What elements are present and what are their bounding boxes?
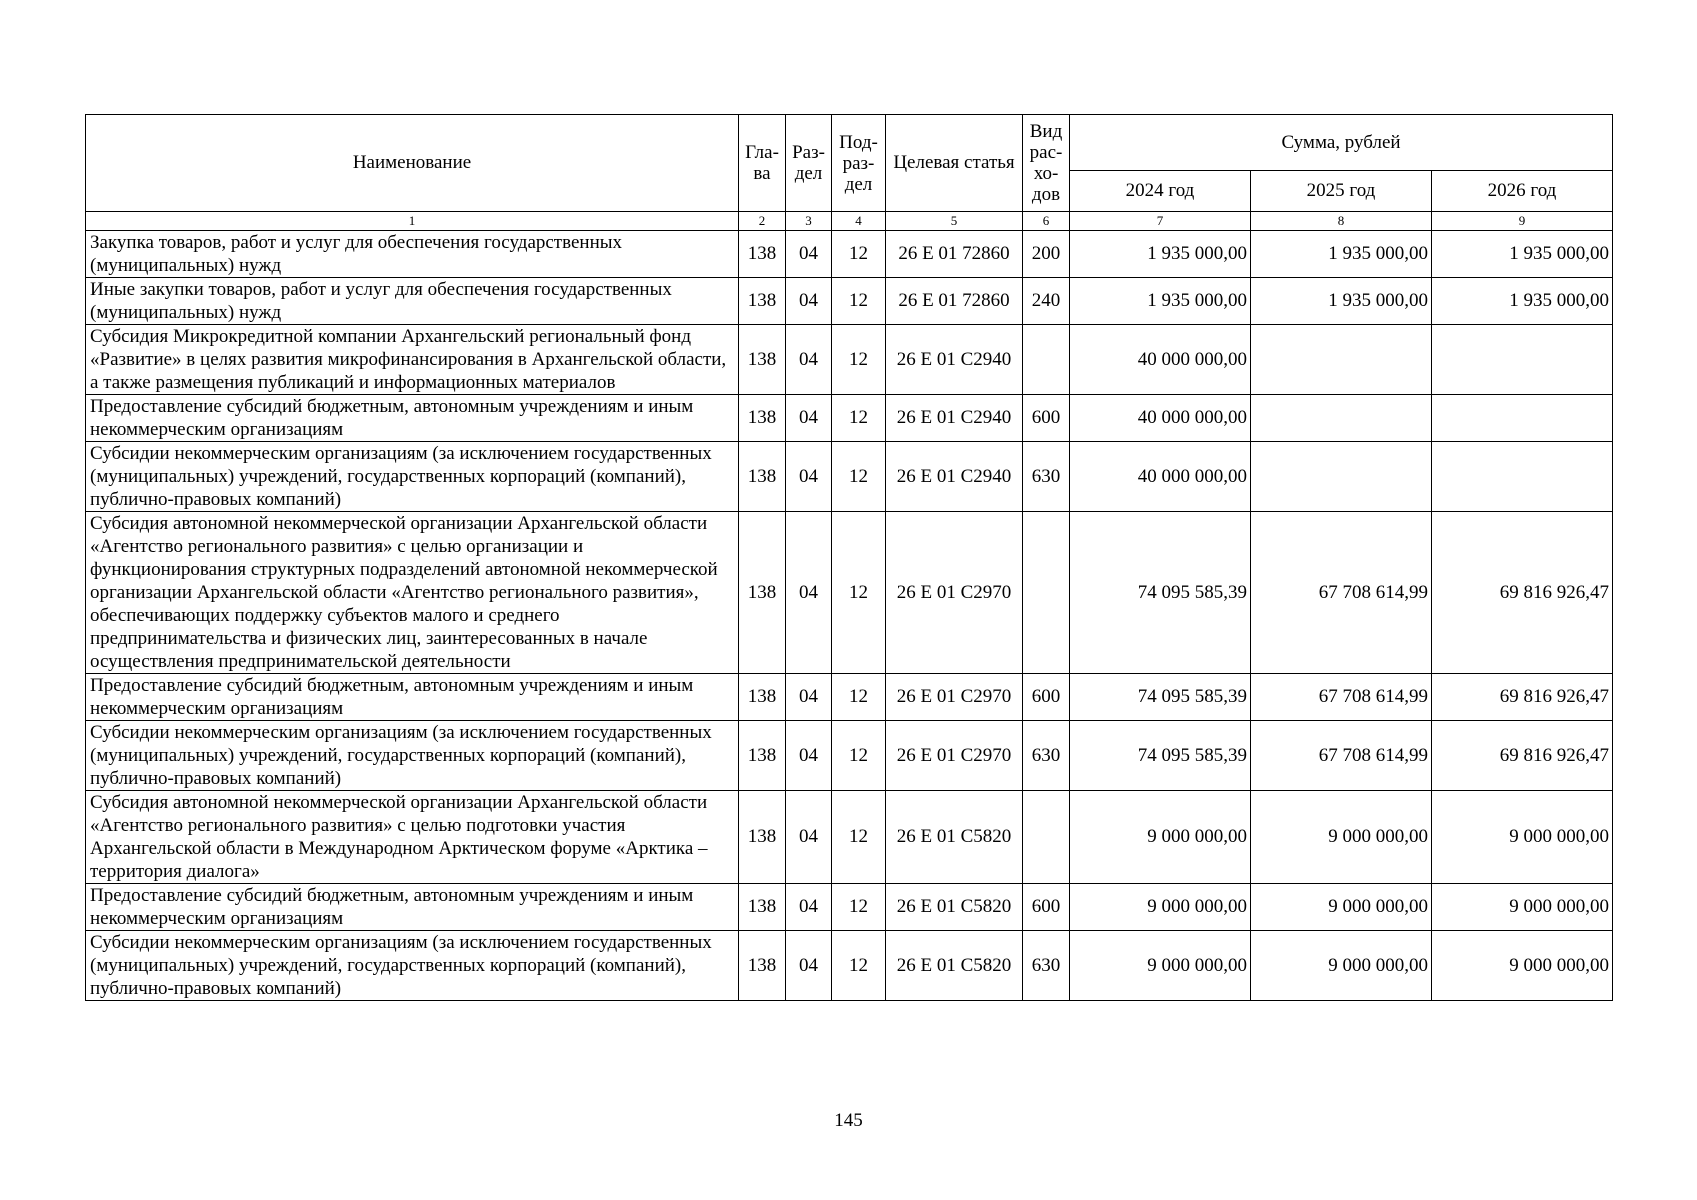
amount-2025-cell [1251, 442, 1432, 512]
podrazdel-cell: 12 [832, 442, 886, 512]
column-number: 4 [832, 212, 886, 231]
amount-2025-cell [1251, 325, 1432, 395]
amount-2025-cell: 9 000 000,00 [1251, 791, 1432, 884]
amount-2026-cell [1432, 442, 1613, 512]
header-name: Наименование [86, 115, 739, 212]
glava-cell: 138 [739, 721, 786, 791]
vid-rashodov-cell: 630 [1023, 931, 1070, 1001]
column-number: 7 [1070, 212, 1251, 231]
header-celevaya-statya: Целевая статья [886, 115, 1023, 212]
glava-cell: 138 [739, 442, 786, 512]
amount-2026-cell: 69 816 926,47 [1432, 721, 1613, 791]
amount-2025-cell: 1 935 000,00 [1251, 278, 1432, 325]
glava-cell: 138 [739, 884, 786, 931]
glava-cell: 138 [739, 791, 786, 884]
amount-2025-cell: 67 708 614,99 [1251, 674, 1432, 721]
amount-2026-cell: 69 816 926,47 [1432, 512, 1613, 674]
table-body [86, 231, 1613, 1001]
amount-2025-cell: 1 935 000,00 [1251, 231, 1432, 278]
amount-2024-cell: 40 000 000,00 [1070, 442, 1251, 512]
amount-2024-cell: 74 095 585,39 [1070, 512, 1251, 674]
amount-2026-cell: 9 000 000,00 [1432, 884, 1613, 931]
header-glava: Гла-ва [739, 115, 786, 212]
vid-rashodov-cell: 630 [1023, 442, 1070, 512]
amount-2024-cell: 74 095 585,39 [1070, 674, 1251, 721]
celevaya-statya-cell: 26 Е 01 С5820 [886, 931, 1023, 1001]
column-number: 3 [786, 212, 832, 231]
glava-cell: 138 [739, 674, 786, 721]
celevaya-statya-cell: 26 Е 01 72860 [886, 278, 1023, 325]
header-razdel: Раз-дел [786, 115, 832, 212]
row-name-cell: Иные закупки товаров, работ и услуг для обеспечения государственных (муниципальных) нужд [86, 278, 739, 325]
row-name-cell: Субсидии некоммерческим организациям (за исключением государственных (муниципальных) учреждений, государственных корпораций (компаний), публично-правовых компаний) [86, 442, 739, 512]
amount-2024-cell: 1 935 000,00 [1070, 231, 1251, 278]
table-header [86, 115, 1613, 231]
column-number: 5 [886, 212, 1023, 231]
amount-2025-cell: 9 000 000,00 [1251, 884, 1432, 931]
vid-rashodov-cell: 200 [1023, 231, 1070, 278]
budget-table [85, 114, 1613, 1001]
glava-cell: 138 [739, 931, 786, 1001]
razdel-cell: 04 [786, 278, 832, 325]
row-name-cell: Предоставление субсидий бюджетным, автономным учреждениям и иным некоммерческим организациям [86, 395, 739, 442]
table-row [86, 395, 1613, 442]
podrazdel-cell: 12 [832, 395, 886, 442]
podrazdel-cell: 12 [832, 325, 886, 395]
razdel-cell: 04 [786, 791, 832, 884]
podrazdel-cell: 12 [832, 721, 886, 791]
row-name-cell: Субсидия автономной некоммерческой организации Архангельской области «Агентство регионального развития» с целью организации и функционирования структурных подразделений автономной некоммерческой организации Архангельской области «Агентство регионального развития», обеспечивающих поддержку субъектов малого и среднего предпринимательства и физических лиц, заинтересованных в начале осуществления предпринимательской деятельности [86, 512, 739, 674]
table-row [86, 791, 1613, 884]
header-vid-rashodov: Вид рас-хо-дов [1023, 115, 1070, 212]
vid-rashodov-cell: 600 [1023, 395, 1070, 442]
column-number: 1 [86, 212, 739, 231]
celevaya-statya-cell: 26 Е 01 С2970 [886, 512, 1023, 674]
celevaya-statya-cell: 26 Е 01 С2970 [886, 721, 1023, 791]
amount-2024-cell: 74 095 585,39 [1070, 721, 1251, 791]
podrazdel-cell: 12 [832, 674, 886, 721]
row-name-cell: Предоставление субсидий бюджетным, автономным учреждениям и иным некоммерческим организациям [86, 674, 739, 721]
vid-rashodov-cell [1023, 325, 1070, 395]
row-name-cell: Субсидии некоммерческим организациям (за исключением государственных (муниципальных) учреждений, государственных корпораций (компаний), публично-правовых компаний) [86, 931, 739, 1001]
amount-2024-cell: 9 000 000,00 [1070, 884, 1251, 931]
podrazdel-cell: 12 [832, 231, 886, 278]
row-name-cell: Субсидия автономной некоммерческой организации Архангельской области «Агентство регионального развития» с целью подготовки участия Архангельской области в Международном Арктическом форуме «Арктика – территория диалога» [86, 791, 739, 884]
row-name-cell: Закупка товаров, работ и услуг для обеспечения государственных (муниципальных) нужд [86, 231, 739, 278]
glava-cell: 138 [739, 231, 786, 278]
amount-2026-cell: 9 000 000,00 [1432, 931, 1613, 1001]
header-summa: Сумма, рублей [1070, 115, 1613, 171]
amount-2024-cell: 9 000 000,00 [1070, 931, 1251, 1001]
table-row [86, 231, 1613, 278]
celevaya-statya-cell: 26 Е 01 С2940 [886, 325, 1023, 395]
razdel-cell: 04 [786, 442, 832, 512]
razdel-cell: 04 [786, 395, 832, 442]
podrazdel-cell: 12 [832, 931, 886, 1001]
amount-2026-cell [1432, 325, 1613, 395]
razdel-cell: 04 [786, 325, 832, 395]
podrazdel-cell: 12 [832, 791, 886, 884]
glava-cell: 138 [739, 395, 786, 442]
vid-rashodov-cell [1023, 791, 1070, 884]
amount-2024-cell: 40 000 000,00 [1070, 395, 1251, 442]
amount-2025-cell: 67 708 614,99 [1251, 512, 1432, 674]
razdel-cell: 04 [786, 721, 832, 791]
celevaya-statya-cell: 26 Е 01 С2940 [886, 395, 1023, 442]
column-number: 6 [1023, 212, 1070, 231]
vid-rashodov-cell [1023, 512, 1070, 674]
column-number: 8 [1251, 212, 1432, 231]
podrazdel-cell: 12 [832, 884, 886, 931]
razdel-cell: 04 [786, 512, 832, 674]
table-row [86, 325, 1613, 395]
amount-2025-cell: 9 000 000,00 [1251, 931, 1432, 1001]
table-row [86, 931, 1613, 1001]
table-row [86, 674, 1613, 721]
table-row [86, 884, 1613, 931]
amount-2026-cell: 9 000 000,00 [1432, 791, 1613, 884]
amount-2026-cell: 69 816 926,47 [1432, 674, 1613, 721]
header-year-2024: 2024 год [1070, 171, 1251, 212]
glava-cell: 138 [739, 278, 786, 325]
celevaya-statya-cell: 26 Е 01 С5820 [886, 791, 1023, 884]
celevaya-statya-cell: 26 Е 01 С2940 [886, 442, 1023, 512]
amount-2026-cell: 1 935 000,00 [1432, 231, 1613, 278]
table-row [86, 721, 1613, 791]
table-row [86, 442, 1613, 512]
page-number: 145 [834, 1110, 863, 1131]
table-row [86, 512, 1613, 674]
header-podrazdel: Под-раз-дел [832, 115, 886, 212]
amount-2024-cell: 9 000 000,00 [1070, 791, 1251, 884]
razdel-cell: 04 [786, 931, 832, 1001]
amount-2025-cell: 67 708 614,99 [1251, 721, 1432, 791]
amount-2025-cell [1251, 395, 1432, 442]
amount-2024-cell: 40 000 000,00 [1070, 325, 1251, 395]
razdel-cell: 04 [786, 884, 832, 931]
celevaya-statya-cell: 26 Е 01 С2970 [886, 674, 1023, 721]
header-year-2025: 2025 год [1251, 171, 1432, 212]
vid-rashodov-cell: 240 [1023, 278, 1070, 325]
celevaya-statya-cell: 26 Е 01 С5820 [886, 884, 1023, 931]
table-row [86, 278, 1613, 325]
header-year-2026: 2026 год [1432, 171, 1613, 212]
razdel-cell: 04 [786, 674, 832, 721]
row-name-cell: Субсидия Микрокредитной компании Архангельский региональный фонд «Развитие» в целях развития микрофинансирования в Архангельской области, а также размещения публикаций и информационных материалов [86, 325, 739, 395]
amount-2024-cell: 1 935 000,00 [1070, 278, 1251, 325]
column-number-row [86, 212, 1613, 231]
podrazdel-cell: 12 [832, 278, 886, 325]
glava-cell: 138 [739, 325, 786, 395]
row-name-cell: Предоставление субсидий бюджетным, автономным учреждениям и иным некоммерческим организациям [86, 884, 739, 931]
podrazdel-cell: 12 [832, 512, 886, 674]
amount-2026-cell: 1 935 000,00 [1432, 278, 1613, 325]
celevaya-statya-cell: 26 Е 01 72860 [886, 231, 1023, 278]
glava-cell: 138 [739, 512, 786, 674]
vid-rashodov-cell: 600 [1023, 674, 1070, 721]
vid-rashodov-cell: 630 [1023, 721, 1070, 791]
vid-rashodov-cell: 600 [1023, 884, 1070, 931]
column-number: 9 [1432, 212, 1613, 231]
razdel-cell: 04 [786, 231, 832, 278]
amount-2026-cell [1432, 395, 1613, 442]
column-number: 2 [739, 212, 786, 231]
row-name-cell: Субсидии некоммерческим организациям (за исключением государственных (муниципальных) учреждений, государственных корпораций (компаний), публично-правовых компаний) [86, 721, 739, 791]
